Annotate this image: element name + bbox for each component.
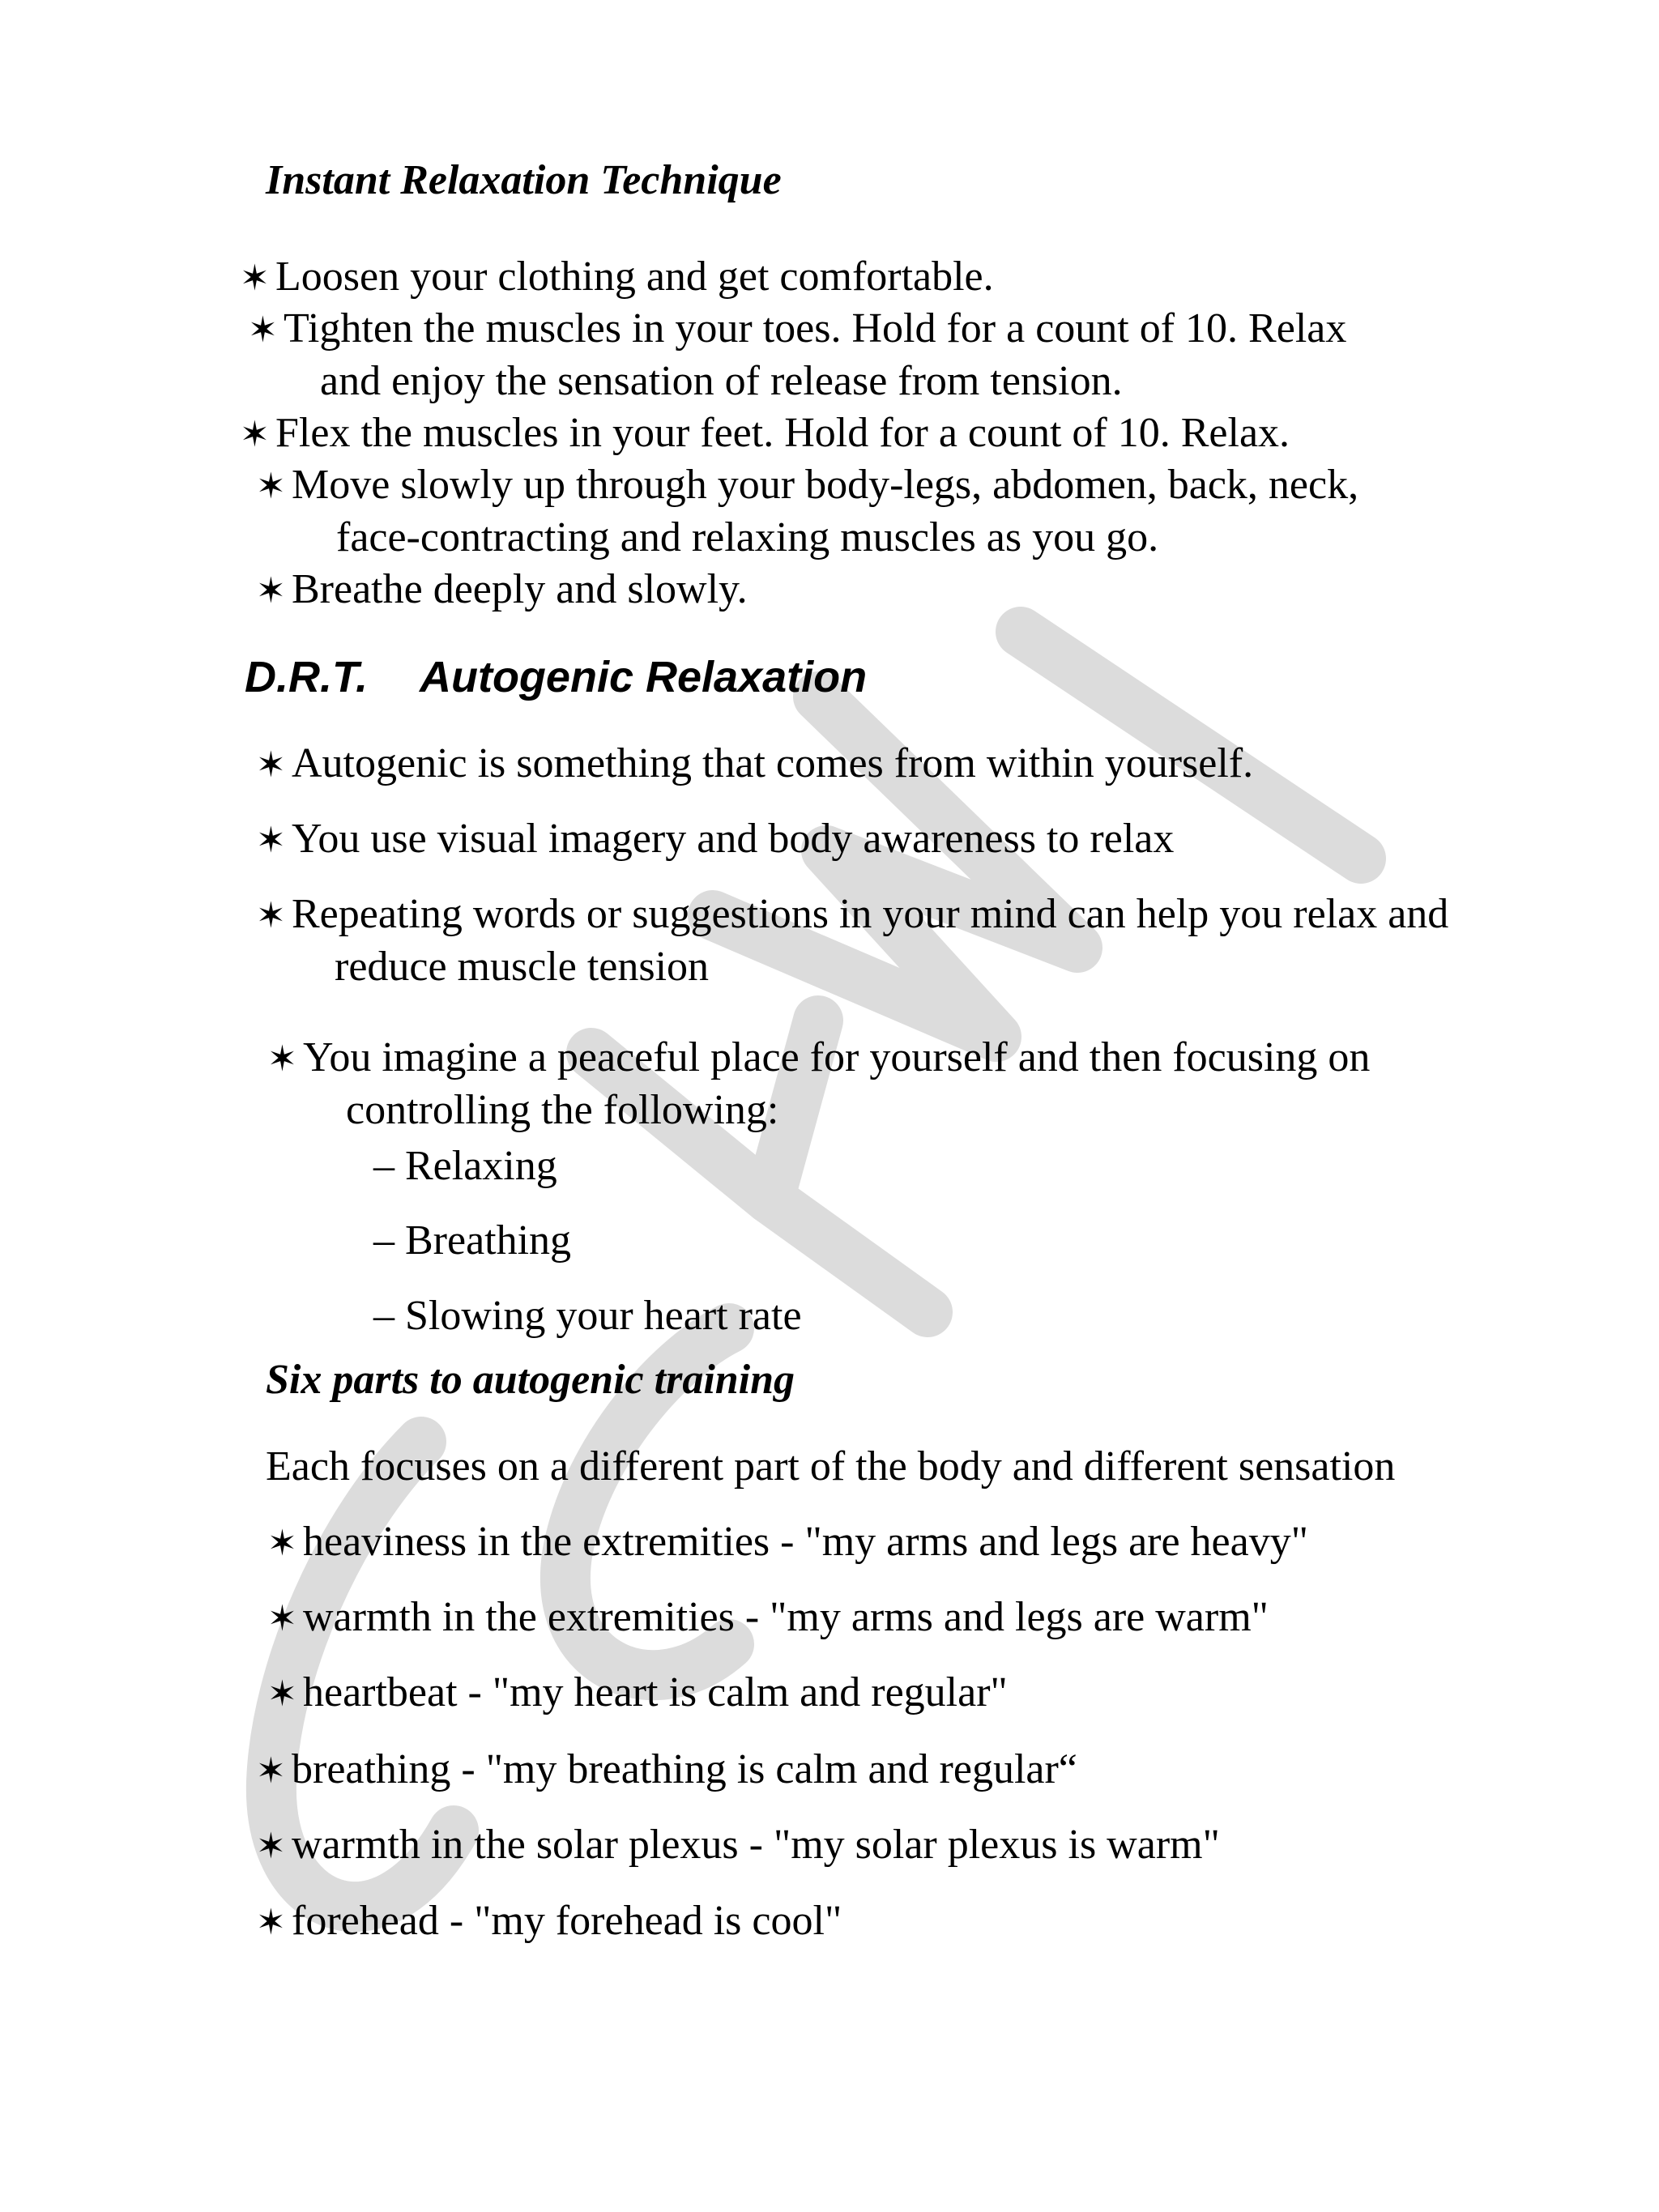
list-item: ✶ warmth in the solar plexus - "my solar plexus is warm" xyxy=(256,1821,1220,1871)
section-title-autogenic-relaxation: D.R.T. Autogenic Relaxation xyxy=(245,653,868,701)
sub-list-item: – Relaxing xyxy=(373,1143,557,1189)
star-bullet-icon: ✶ xyxy=(240,415,270,454)
list-item: ✶ Breathe deeply and slowly. xyxy=(256,565,748,616)
list-item: ✶ forehead - "my forehead is cool" xyxy=(256,1897,842,1947)
star-bullet-icon: ✶ xyxy=(256,1826,286,1866)
section-title-six-parts: Six parts to autogenic training xyxy=(266,1357,795,1403)
list-item: ✶ heartbeat - "my heart is calm and regular" xyxy=(267,1669,1008,1719)
star-bullet-icon: ✶ xyxy=(267,1039,297,1079)
star-bullet-icon: ✶ xyxy=(256,1903,286,1942)
star-bullet-icon: ✶ xyxy=(248,310,278,350)
section-intro: Each focuses on a different part of the body and different sensation xyxy=(266,1443,1396,1490)
list-item: ✶ Repeating words or suggestions in your mind can help you relax and xyxy=(256,890,1448,940)
list-item: ✶ Loosen your clothing and get comfortable. xyxy=(240,253,994,303)
star-bullet-icon: ✶ xyxy=(267,1674,297,1714)
sub-list-item: – Slowing your heart rate xyxy=(373,1293,802,1339)
list-item: ✶ Flex the muscles in your feet. Hold for a count of 10. Relax. xyxy=(240,409,1290,459)
section-title-instant-relaxation: Instant Relaxation Technique xyxy=(266,157,782,203)
star-bullet-icon: ✶ xyxy=(256,571,286,611)
list-item: ✶ heaviness in the extremities - "my arms and legs are heavy" xyxy=(267,1518,1308,1568)
list-item: ✶ You imagine a peaceful place for yourself and then focusing on xyxy=(267,1034,1370,1084)
list-item-continuation: reduce muscle tension xyxy=(335,944,710,990)
star-bullet-icon: ✶ xyxy=(256,1751,286,1791)
list-item-continuation: controlling the following: xyxy=(346,1087,779,1133)
list-item: ✶ Move slowly up through your body-legs, abdomen, back, neck, xyxy=(256,461,1358,511)
list-item: ✶ Autogenic is something that comes from within yourself. xyxy=(256,739,1253,790)
star-bullet-icon: ✶ xyxy=(240,258,270,298)
section-title-prefix: D.R.T. xyxy=(245,653,368,701)
list-item: ✶ Tighten the muscles in your toes. Hold for a count of 10. Relax xyxy=(248,305,1346,355)
list-item: ✶ You use visual imagery and body awareness to relax xyxy=(256,815,1174,865)
star-bullet-icon: ✶ xyxy=(256,745,286,785)
star-bullet-icon: ✶ xyxy=(256,820,286,860)
list-item-continuation: and enjoy the sensation of release from tension. xyxy=(320,358,1123,404)
sub-list-item: – Breathing xyxy=(373,1217,572,1264)
star-bullet-icon: ✶ xyxy=(256,467,286,506)
star-bullet-icon: ✶ xyxy=(267,1599,297,1639)
list-item-continuation: face-contracting and relaxing muscles as you go. xyxy=(336,514,1159,560)
star-bullet-icon: ✶ xyxy=(267,1524,297,1563)
list-item: ✶ warmth in the extremities - "my arms and legs are warm" xyxy=(267,1593,1269,1643)
star-bullet-icon: ✶ xyxy=(256,896,286,936)
list-item: ✶ breathing - "my breathing is calm and regular“ xyxy=(256,1745,1077,1796)
